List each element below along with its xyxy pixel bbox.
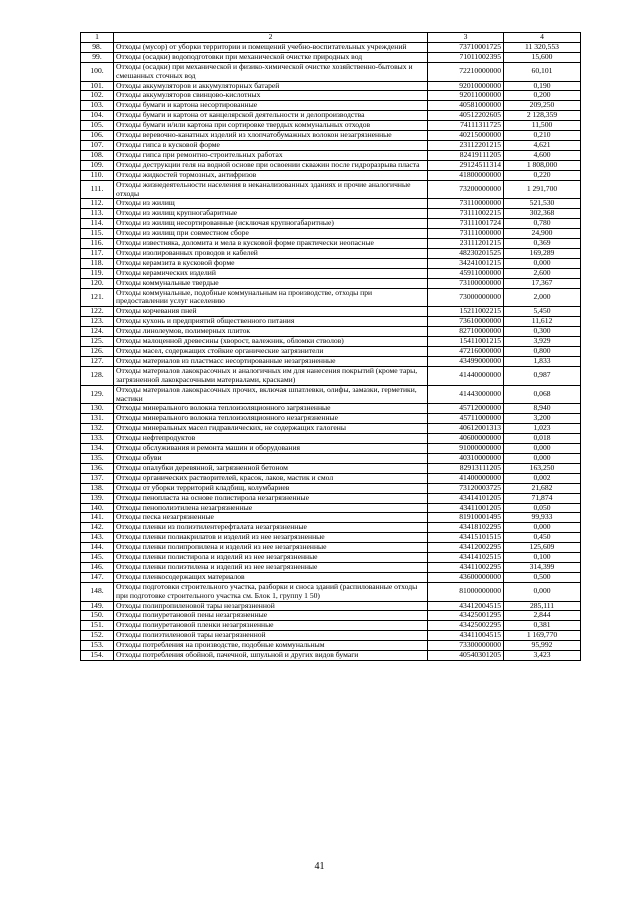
waste-code: 71011002395 xyxy=(428,52,504,62)
waste-code: 73300000000 xyxy=(428,641,504,651)
waste-code: 72210000000 xyxy=(428,62,504,81)
waste-amount: 15,600 xyxy=(504,52,581,62)
waste-name: Отходы от уборки территорий кладбищ, колумбариев xyxy=(114,483,428,493)
table-row xyxy=(81,453,581,463)
waste-code: 41400000000 xyxy=(428,473,504,483)
table-row xyxy=(81,278,581,288)
row-number: 135. xyxy=(81,453,114,463)
waste-name: Отходы полиэтиленовой тары незагрязненной xyxy=(114,631,428,641)
waste-code: 15211002215 xyxy=(428,307,504,317)
waste-amount: 2,844 xyxy=(504,611,581,621)
waste-amount: 0,450 xyxy=(504,533,581,543)
waste-code: 74111311725 xyxy=(428,121,504,131)
waste-table xyxy=(80,32,581,661)
waste-code: 43425002295 xyxy=(428,621,504,631)
waste-amount: 0,000 xyxy=(504,582,581,601)
waste-code: 82419111205 xyxy=(428,150,504,160)
row-number: 125. xyxy=(81,337,114,347)
waste-code: 73111000000 xyxy=(428,229,504,239)
waste-amount: 1,833 xyxy=(504,356,581,366)
waste-name: Отходы жидкостей тормозных, антифризов xyxy=(114,170,428,180)
table-row xyxy=(81,621,581,631)
table-row xyxy=(81,553,581,563)
table-row xyxy=(81,101,581,111)
table-row xyxy=(81,523,581,533)
waste-name: Отходы бумаги и/или картона при сортировке твердых коммунальных отходов xyxy=(114,121,428,131)
waste-amount: 0,780 xyxy=(504,219,581,229)
table-row xyxy=(81,268,581,278)
waste-name: Отходы обслуживания и ремонта машин и оборудования xyxy=(114,444,428,454)
row-number: 117. xyxy=(81,248,114,258)
waste-code: 40310000000 xyxy=(428,453,504,463)
waste-amount: 125,609 xyxy=(504,543,581,553)
waste-code: 43414101205 xyxy=(428,493,504,503)
waste-name: Отходы малоценной древесины (хворост, валежник, обломки стволов) xyxy=(114,337,428,347)
waste-name: Отходы пленки полиэтилена и изделий из нее незагрязненные xyxy=(114,562,428,572)
waste-name: Отходы коммунальные твердые xyxy=(114,278,428,288)
waste-code: 73111002215 xyxy=(428,209,504,219)
waste-amount: 11 320,553 xyxy=(504,42,581,52)
row-number: 104. xyxy=(81,111,114,121)
row-number: 151. xyxy=(81,621,114,631)
waste-name: Отходы деструкции геля на водной основе при освоении скважин после гидроразрыва пласта xyxy=(114,160,428,170)
waste-code: 82710000000 xyxy=(428,327,504,337)
waste-name: Отходы пленки полипропилена и изделий из нее незагрязненные xyxy=(114,543,428,553)
row-number: 139. xyxy=(81,493,114,503)
waste-amount: 0,987 xyxy=(504,366,581,385)
table-row xyxy=(81,366,581,385)
row-number: 123. xyxy=(81,317,114,327)
table-row xyxy=(81,150,581,160)
row-number: 101. xyxy=(81,81,114,91)
row-number: 105. xyxy=(81,121,114,131)
row-number: 133. xyxy=(81,434,114,444)
waste-code: 82913111205 xyxy=(428,463,504,473)
row-number: 136. xyxy=(81,463,114,473)
row-number: 148. xyxy=(81,582,114,601)
table-row xyxy=(81,641,581,651)
table-row xyxy=(81,444,581,454)
waste-name: Отходы материалов лакокрасочных и аналогичных им для нанесения покрытий (кроме тары, загрязненной лакокрасочными материалами, красками) xyxy=(114,366,428,385)
waste-name: Отходы подготовки строительного участка, разборки и сноса зданий (распилованные отходы при подготовке строительного участка см. Блок 1, группу 1 50) xyxy=(114,582,428,601)
table-row xyxy=(81,434,581,444)
waste-amount: 521,530 xyxy=(504,199,581,209)
row-number: 137. xyxy=(81,473,114,483)
waste-amount: 0,018 xyxy=(504,434,581,444)
row-number: 153. xyxy=(81,641,114,651)
waste-code: 40612001313 xyxy=(428,424,504,434)
waste-code: 45911000000 xyxy=(428,268,504,278)
row-number: 145. xyxy=(81,553,114,563)
waste-code: 23111201215 xyxy=(428,239,504,249)
waste-code: 41440000000 xyxy=(428,366,504,385)
waste-code: 41443000000 xyxy=(428,385,504,404)
waste-code: 45712000000 xyxy=(428,404,504,414)
waste-code: 40540301205 xyxy=(428,651,504,661)
waste-name: Отходы известняка, доломита и мела в кусковой форме практически неопасные xyxy=(114,239,428,249)
waste-amount: 0,000 xyxy=(504,453,581,463)
waste-amount: 285,111 xyxy=(504,601,581,611)
waste-name: Отходы органических растворителей, красок, лаков, мастик и смол xyxy=(114,473,428,483)
waste-name: Отходы (мусор) от уборки территории и помещений учебно-воспитательных учреждений xyxy=(114,42,428,52)
waste-amount: 11,612 xyxy=(504,317,581,327)
waste-code: 43600000000 xyxy=(428,572,504,582)
waste-code: 73000000000 xyxy=(428,288,504,307)
table-row xyxy=(81,229,581,239)
waste-amount: 0,369 xyxy=(504,239,581,249)
waste-amount: 95,992 xyxy=(504,641,581,651)
row-number: 121. xyxy=(81,288,114,307)
row-number: 150. xyxy=(81,611,114,621)
waste-amount: 1 169,770 xyxy=(504,631,581,641)
table-row xyxy=(81,52,581,62)
waste-name: Отходы нефтепродуктов xyxy=(114,434,428,444)
header-col-4: 4 xyxy=(504,33,581,43)
waste-code: 23112201215 xyxy=(428,140,504,150)
waste-code: 73110000000 xyxy=(428,199,504,209)
waste-amount: 11,500 xyxy=(504,121,581,131)
waste-name: Отходы пленки из полиэтилентерефталата незагрязненные xyxy=(114,523,428,533)
waste-amount: 0,002 xyxy=(504,473,581,483)
waste-name: Отходы материалов лакокрасочных прочих, включая шпатлевки, олифы, замазки, герметики, мастики xyxy=(114,385,428,404)
table-row xyxy=(81,414,581,424)
table-row xyxy=(81,317,581,327)
waste-code: 92010000000 xyxy=(428,81,504,91)
table-row xyxy=(81,248,581,258)
waste-amount: 2,000 xyxy=(504,288,581,307)
table-row xyxy=(81,473,581,483)
row-number: 99. xyxy=(81,52,114,62)
waste-amount: 169,289 xyxy=(504,248,581,258)
waste-name: Отходы кухонь и предприятий общественного питания xyxy=(114,317,428,327)
row-number: 111. xyxy=(81,180,114,199)
table-row xyxy=(81,611,581,621)
row-number: 100. xyxy=(81,62,114,81)
header-col-1: 1 xyxy=(81,33,114,43)
table-row xyxy=(81,258,581,268)
waste-name: Отходы потребления обойной, пачечной, шпульной и других видов бумаги xyxy=(114,651,428,661)
waste-code: 91000000000 xyxy=(428,444,504,454)
waste-amount: 3,200 xyxy=(504,414,581,424)
row-number: 102. xyxy=(81,91,114,101)
row-number: 110. xyxy=(81,170,114,180)
waste-name: Отходы (осадки) при механической и физико-химической очистке хозяйственно-бытовых и смешанных сточных вод xyxy=(114,62,428,81)
waste-code: 47216000000 xyxy=(428,347,504,357)
waste-code: 92011000000 xyxy=(428,91,504,101)
row-number: 122. xyxy=(81,307,114,317)
waste-amount: 24,900 xyxy=(504,229,581,239)
table-row xyxy=(81,543,581,553)
row-number: 129. xyxy=(81,385,114,404)
waste-amount: 302,368 xyxy=(504,209,581,219)
table-row xyxy=(81,170,581,180)
table-row xyxy=(81,140,581,150)
table-row xyxy=(81,239,581,249)
waste-amount: 0,000 xyxy=(504,258,581,268)
waste-amount: 0,500 xyxy=(504,572,581,582)
row-number: 118. xyxy=(81,258,114,268)
row-number: 103. xyxy=(81,101,114,111)
waste-name: Отходы минерального волокна теплоизоляционного незагрязненные xyxy=(114,414,428,424)
waste-name: Отходы пленкосодержащих материалов xyxy=(114,572,428,582)
waste-code: 15411001215 xyxy=(428,337,504,347)
waste-name: Отходы полипропиленовой тары незагрязненной xyxy=(114,601,428,611)
table-row xyxy=(81,385,581,404)
table-row xyxy=(81,572,581,582)
waste-code: 41800000000 xyxy=(428,170,504,180)
waste-code: 40600000000 xyxy=(428,434,504,444)
waste-name: Отходы полиуретановой пленки незагрязненные xyxy=(114,621,428,631)
table-row xyxy=(81,562,581,572)
waste-name: Отходы гипса в кусковой форме xyxy=(114,140,428,150)
row-number: 107. xyxy=(81,140,114,150)
waste-table-body xyxy=(81,33,581,661)
waste-amount: 4,600 xyxy=(504,150,581,160)
table-row xyxy=(81,601,581,611)
row-number: 119. xyxy=(81,268,114,278)
table-row xyxy=(81,347,581,357)
table-row xyxy=(81,91,581,101)
waste-amount: 0,100 xyxy=(504,553,581,563)
waste-name: Отходы из жилищ крупногабаритные xyxy=(114,209,428,219)
waste-name: Отходы жизнедеятельности населения в неканализованных зданиях и прочие аналогичные отходы xyxy=(114,180,428,199)
row-number: 144. xyxy=(81,543,114,553)
waste-code: 73610000000 xyxy=(428,317,504,327)
table-row xyxy=(81,180,581,199)
table-row xyxy=(81,121,581,131)
table-row xyxy=(81,111,581,121)
table-row xyxy=(81,131,581,141)
waste-amount: 0,220 xyxy=(504,170,581,180)
waste-amount: 3,929 xyxy=(504,337,581,347)
waste-name: Отходы линолеумов, полимерных плиток xyxy=(114,327,428,337)
row-number: 149. xyxy=(81,601,114,611)
header-col-2: 2 xyxy=(114,33,428,43)
page-number: 41 xyxy=(314,861,325,872)
waste-amount: 314,399 xyxy=(504,562,581,572)
row-number: 109. xyxy=(81,160,114,170)
table-header-row xyxy=(81,33,581,43)
table-row xyxy=(81,62,581,81)
table-row xyxy=(81,337,581,347)
waste-amount: 163,250 xyxy=(504,463,581,473)
waste-amount: 5,450 xyxy=(504,307,581,317)
waste-amount: 0,800 xyxy=(504,347,581,357)
row-number: 115. xyxy=(81,229,114,239)
row-number: 127. xyxy=(81,356,114,366)
waste-code: 73100000000 xyxy=(428,278,504,288)
waste-name: Отходы полиуретановой пены незагрязненные xyxy=(114,611,428,621)
waste-name: Отходы из жилищ несортированные (исключая крупногабаритные) xyxy=(114,219,428,229)
waste-amount: 21,682 xyxy=(504,483,581,493)
waste-amount: 8,940 xyxy=(504,404,581,414)
row-number: 134. xyxy=(81,444,114,454)
waste-code: 45711000000 xyxy=(428,414,504,424)
waste-name: Отходы (осадки) водоподготовки при механической очистке природных вод xyxy=(114,52,428,62)
header-col-3: 3 xyxy=(428,33,504,43)
waste-name: Отходы изолированных проводов и кабелей xyxy=(114,248,428,258)
row-number: 152. xyxy=(81,631,114,641)
waste-name: Отходы пенополиэтилена незагрязненные xyxy=(114,503,428,513)
waste-amount: 17,367 xyxy=(504,278,581,288)
waste-name: Отходы из жилищ при совместном сборе xyxy=(114,229,428,239)
waste-code: 43418102295 xyxy=(428,523,504,533)
table-row xyxy=(81,356,581,366)
waste-code: 43499000000 xyxy=(428,356,504,366)
waste-code: 43415101515 xyxy=(428,533,504,543)
waste-name: Отходы корчевания пней xyxy=(114,307,428,317)
row-number: 132. xyxy=(81,424,114,434)
row-number: 154. xyxy=(81,651,114,661)
row-number: 106. xyxy=(81,131,114,141)
waste-amount: 0,210 xyxy=(504,131,581,141)
waste-code: 73710001725 xyxy=(428,42,504,52)
waste-amount: 1 808,000 xyxy=(504,160,581,170)
waste-name: Отходы керамзита в кусковой форме xyxy=(114,258,428,268)
waste-code: 43411004515 xyxy=(428,631,504,641)
waste-amount: 1 291,700 xyxy=(504,180,581,199)
table-row xyxy=(81,219,581,229)
table-row xyxy=(81,483,581,493)
waste-amount: 2 128,359 xyxy=(504,111,581,121)
waste-name: Отходы гипса при ремонтно-строительных работах xyxy=(114,150,428,160)
table-row xyxy=(81,404,581,414)
waste-name: Отходы пленки полиакрилатов и изделий из нее незагрязненные xyxy=(114,533,428,543)
waste-name: Отходы обуви xyxy=(114,453,428,463)
waste-name: Отходы веревочно-канатных изделий из хлопчатобумажных волокон незагрязненные xyxy=(114,131,428,141)
table-row xyxy=(81,288,581,307)
waste-code: 43412004515 xyxy=(428,601,504,611)
waste-code: 29124511314 xyxy=(428,160,504,170)
row-number: 131. xyxy=(81,414,114,424)
waste-name: Отходы коммунальные, подобные коммунальным на производстве, отходы при предоставлении услуг населению xyxy=(114,288,428,307)
row-number: 113. xyxy=(81,209,114,219)
waste-code: 81910001495 xyxy=(428,513,504,523)
waste-code: 43414102515 xyxy=(428,553,504,563)
row-number: 126. xyxy=(81,347,114,357)
waste-name: Отходы пенопласта на основе полистирола незагрязненные xyxy=(114,493,428,503)
row-number: 108. xyxy=(81,150,114,160)
waste-amount: 0,000 xyxy=(504,523,581,533)
row-number: 141. xyxy=(81,513,114,523)
row-number: 114. xyxy=(81,219,114,229)
row-number: 142. xyxy=(81,523,114,533)
waste-amount: 0,200 xyxy=(504,91,581,101)
table-row xyxy=(81,160,581,170)
row-number: 143. xyxy=(81,533,114,543)
row-number: 147. xyxy=(81,572,114,582)
waste-code: 40215000000 xyxy=(428,131,504,141)
waste-code: 73200000000 xyxy=(428,180,504,199)
waste-amount: 2,600 xyxy=(504,268,581,278)
waste-name: Отходы керамических изделий xyxy=(114,268,428,278)
waste-amount: 1,023 xyxy=(504,424,581,434)
waste-amount: 0,300 xyxy=(504,327,581,337)
table-row xyxy=(81,533,581,543)
table-row xyxy=(81,503,581,513)
waste-code: 43411001205 xyxy=(428,503,504,513)
waste-name: Отходы потребления на производстве, подобные коммунальным xyxy=(114,641,428,651)
waste-name: Отходы аккумуляторов свинцово-кислотных xyxy=(114,91,428,101)
table-row xyxy=(81,42,581,52)
table-row xyxy=(81,513,581,523)
waste-name: Отходы минеральных масел гидравлических, не содержащих галогены xyxy=(114,424,428,434)
waste-code: 43412002295 xyxy=(428,543,504,553)
table-row xyxy=(81,81,581,91)
row-number: 124. xyxy=(81,327,114,337)
waste-name: Отходы песка незагрязненные xyxy=(114,513,428,523)
row-number: 138. xyxy=(81,483,114,493)
table-row xyxy=(81,424,581,434)
table-row xyxy=(81,651,581,661)
waste-code: 48230201525 xyxy=(428,248,504,258)
row-number: 140. xyxy=(81,503,114,513)
waste-amount: 0,190 xyxy=(504,81,581,91)
waste-code: 43425001295 xyxy=(428,611,504,621)
waste-amount: 0,000 xyxy=(504,444,581,454)
row-number: 128. xyxy=(81,366,114,385)
waste-amount: 3,423 xyxy=(504,651,581,661)
row-number: 112. xyxy=(81,199,114,209)
row-number: 120. xyxy=(81,278,114,288)
table-row xyxy=(81,327,581,337)
table-row xyxy=(81,631,581,641)
waste-code: 40512202605 xyxy=(428,111,504,121)
waste-name: Отходы бумаги и картона от канцелярской деятельности и делопроизводства xyxy=(114,111,428,121)
waste-name: Отходы материалов из пластмасс несортированные незагрязненные xyxy=(114,356,428,366)
table-row xyxy=(81,493,581,503)
waste-amount: 0,381 xyxy=(504,621,581,631)
waste-code: 40581000000 xyxy=(428,101,504,111)
waste-amount: 99,933 xyxy=(504,513,581,523)
waste-code: 81000000000 xyxy=(428,582,504,601)
waste-name: Отходы минерального волокна теплоизоляционного загрязненные xyxy=(114,404,428,414)
waste-amount: 60,101 xyxy=(504,62,581,81)
table-row xyxy=(81,582,581,601)
waste-code: 34241001215 xyxy=(428,258,504,268)
waste-name: Отходы из жилищ xyxy=(114,199,428,209)
table-row xyxy=(81,463,581,473)
waste-code: 73111001724 xyxy=(428,219,504,229)
waste-code: 73120003725 xyxy=(428,483,504,493)
table-row xyxy=(81,209,581,219)
waste-name: Отходы масел, содержащих стойкие органические загрязнители xyxy=(114,347,428,357)
waste-name: Отходы бумаги и картона несортированные xyxy=(114,101,428,111)
waste-amount: 0,050 xyxy=(504,503,581,513)
row-number: 130. xyxy=(81,404,114,414)
waste-name: Отходы пленки полистирола и изделий из нее незагрязненные xyxy=(114,553,428,563)
row-number: 146. xyxy=(81,562,114,572)
waste-amount: 209,250 xyxy=(504,101,581,111)
row-number: 98. xyxy=(81,42,114,52)
waste-name: Отходы аккумуляторов и аккумуляторных батарей xyxy=(114,81,428,91)
waste-amount: 4,621 xyxy=(504,140,581,150)
waste-amount: 71,874 xyxy=(504,493,581,503)
waste-amount: 0,068 xyxy=(504,385,581,404)
document-page xyxy=(80,32,581,661)
table-row xyxy=(81,307,581,317)
waste-name: Отходы опалубки деревянной, загрязненной бетоном xyxy=(114,463,428,473)
waste-code: 43411002295 xyxy=(428,562,504,572)
row-number: 116. xyxy=(81,239,114,249)
table-row xyxy=(81,199,581,209)
